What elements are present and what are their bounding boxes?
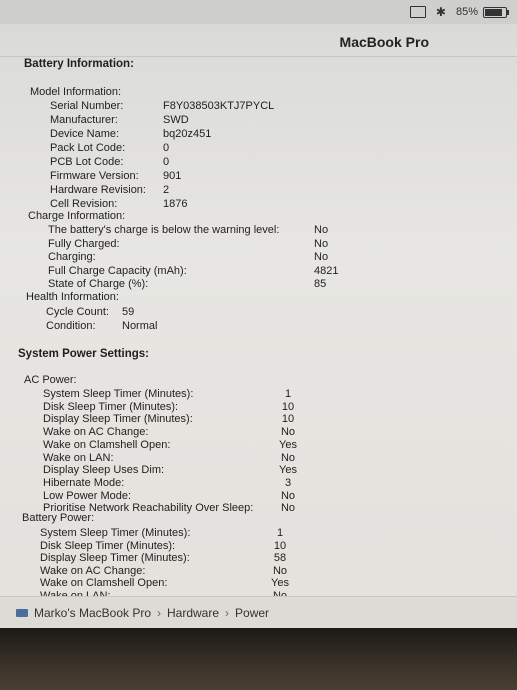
window-title: MacBook Pro (339, 34, 429, 50)
charge-info-label: Charging: (48, 251, 96, 263)
ac-power-setting-value: No (280, 502, 296, 515)
charge-info-label: State of Charge (%): (48, 278, 149, 290)
model-info-value: SWD (163, 114, 189, 126)
model-info-value: 2 (163, 184, 170, 196)
model-info-label: Hardware Revision: (50, 184, 146, 196)
ac-power-setting-value: 1 (284, 388, 292, 400)
display-menu-icon[interactable] (410, 6, 426, 18)
health-information-heading: Health Information: (26, 291, 119, 303)
battery-power-setting-value: 1 (276, 527, 284, 539)
ac-power-setting-value: Yes (279, 464, 297, 477)
model-info-value: bq20z451 (163, 128, 212, 140)
path-item-power[interactable]: Power (235, 606, 270, 620)
battery-power-heading: Battery Power: (22, 512, 95, 524)
health-info-value: Normal (122, 320, 158, 332)
battery-icon (483, 7, 507, 18)
ac-power-setting-label: Display Sleep Timer (Minutes): (43, 413, 193, 426)
ac-power-setting-label: Wake on AC Change: (43, 426, 149, 439)
model-info-value: F8Y038503KTJ7PYCL (163, 100, 275, 112)
ac-power-setting-value: 10 (281, 413, 295, 426)
model-info-value: 0 (163, 142, 170, 154)
charge-info-value: No (314, 251, 329, 263)
battery-power-setting-label: Wake on AC Change: (40, 564, 146, 577)
health-info-value: 59 (122, 306, 135, 318)
system-power-settings-heading: System Power Settings: (18, 348, 150, 360)
ac-power-setting-label: System Sleep Timer (Minutes): (43, 388, 194, 400)
charge-info-value: No (314, 224, 329, 236)
ac-power-setting-value: Yes (279, 438, 297, 451)
charge-information-heading: Charge Information: (28, 210, 126, 222)
battery-power-setting-label: Disk Sleep Timer (Minutes): (40, 539, 176, 552)
menu-bar (0, 0, 517, 24)
model-info-label: PCB Lot Code: (50, 156, 124, 168)
model-information-heading: Model Information: (30, 86, 122, 98)
charge-info-value: No (314, 237, 329, 250)
battery-power-setting-value: 58 (273, 552, 287, 564)
report-content (0, 56, 517, 596)
path-item-computer[interactable]: Marko's MacBook Pro (34, 606, 151, 620)
charge-info-label: Fully Charged: (48, 237, 120, 250)
battery-power-setting-label: System Sleep Timer (Minutes): (40, 527, 191, 539)
model-info-value: 901 (163, 170, 182, 182)
path-separator: › (157, 606, 161, 620)
model-info-value: 0 (163, 156, 170, 168)
model-info-label: Pack Lot Code: (50, 142, 126, 154)
ac-power-setting-label: Prioritise Network Reachability Over Sleep: (43, 502, 254, 515)
model-info-label: Device Name: (50, 128, 120, 140)
battery-power-setting-value: Yes (271, 577, 289, 589)
model-info-label: Firmware Version: (50, 170, 139, 182)
ac-power-setting-value: 10 (281, 400, 295, 413)
bluetooth-icon[interactable]: ✱ (435, 5, 446, 19)
health-info-label: Cycle Count: (46, 306, 109, 318)
charge-info-value: 4821 (314, 264, 339, 277)
ac-power-setting-value: No (280, 426, 296, 439)
computer-icon (16, 609, 28, 617)
model-info-value: 1876 (163, 198, 188, 210)
model-info-label: Serial Number: (50, 100, 124, 112)
ac-power-setting-label: Display Sleep Uses Dim: (43, 464, 165, 477)
battery-power-setting-label: Wake on Clamshell Open: (40, 577, 168, 589)
ac-power-setting-label: Wake on Clamshell Open: (43, 438, 171, 451)
ac-power-heading: AC Power: (24, 374, 77, 386)
ac-power-setting-label: Disk Sleep Timer (Minutes): (43, 400, 179, 413)
ac-power-setting-value: No (280, 451, 296, 464)
ac-power-setting-label: Low Power Mode: (43, 489, 132, 502)
battery-percent: 85% (455, 6, 478, 18)
window-header (0, 24, 517, 57)
battery-status[interactable] (456, 6, 507, 18)
path-separator: › (225, 606, 230, 620)
battery-power-setting-label: Display Sleep Timer (Minutes): (40, 552, 190, 564)
ac-power-setting-label: Wake on LAN: (43, 451, 114, 464)
desk-background (0, 628, 517, 690)
ac-power-setting-label: Hibernate Mode: (43, 476, 125, 489)
path-item-hardware[interactable]: Hardware (167, 606, 220, 620)
model-info-label: Manufacturer: (50, 114, 118, 126)
battery-level-fill (485, 9, 502, 16)
charge-info-value: 85 (314, 278, 327, 290)
charge-info-label: Full Charge Capacity (mAh): (48, 264, 187, 277)
health-info-label: Condition: (46, 320, 96, 332)
model-info-label: Cell Revision: (50, 198, 118, 210)
battery-power-setting-value: 10 (273, 539, 287, 552)
path-bar (0, 596, 517, 628)
charge-info-label: The battery's charge is below the warning level: (48, 224, 280, 236)
ac-power-setting-value: 3 (284, 476, 292, 489)
battery-information-heading: Battery Information: (24, 58, 134, 70)
battery-power-setting-value: No (272, 564, 288, 577)
ac-power-setting-value: No (280, 489, 296, 502)
